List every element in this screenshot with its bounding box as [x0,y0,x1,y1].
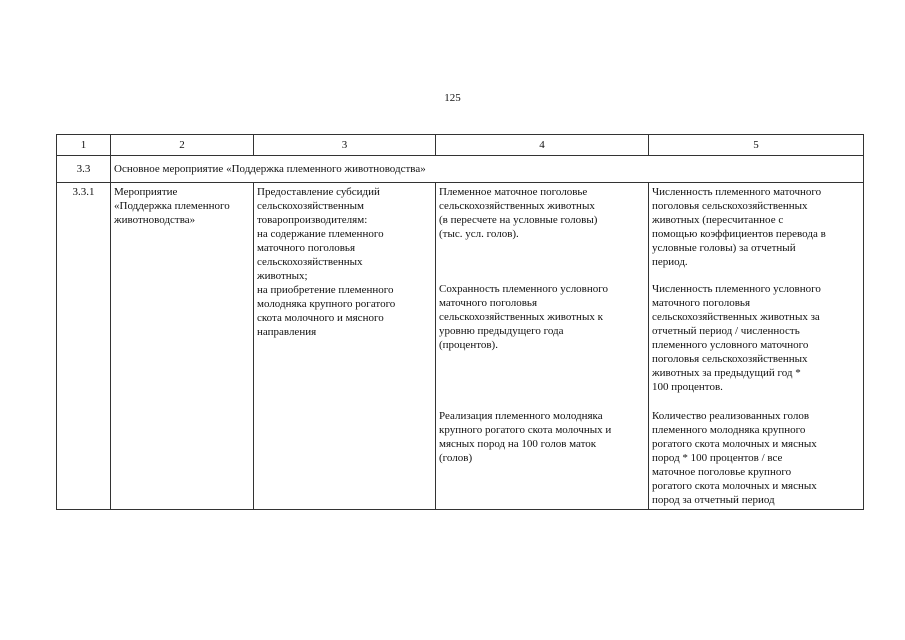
table-row [57,183,864,510]
header-cell-4: 4 [436,135,649,156]
subsidy-purpose: Предоставление субсидий сельскохозяйственным товаропроизводителям: на содержание племенного маточного поголовья сельскохозяйственных животных; на приобретение племенного молодняка крупного рогатого скота молочного и мясного направления [257,186,396,338]
event-name: Мероприятие «Поддержка племенного животноводства» [114,186,230,226]
header-cell-1: 1 [57,135,111,156]
header-cell-2: 2 [111,135,254,156]
program-table [56,134,864,510]
page-number: 125 [444,92,461,104]
indicator-1: Племенное маточное поголовье сельскохозяйственных животных (в пересчете на условные головы) (тыс. усл. голов). [439,186,598,240]
row-number: 3.3.1 [57,183,111,510]
section-row [57,156,864,183]
indicator-3: Реализация племенного молодняка крупного рогатого скота молочных и мясных пород на 100 голов маток (голов) [439,410,612,464]
section-title: Основное мероприятие «Поддержка племенного животноводства» [111,156,864,183]
header-row [57,135,864,156]
method-1: Численность племенного маточного поголовья сельскохозяйственных животных (пересчитанное с помощью коэффициентов перевода в условные головы) за отчетный период. [652,186,826,268]
indicator-2: Сохранность племенного условного маточного поголовья сельскохозяйственных животных к уровню предыдущего года (процентов). [439,283,609,351]
section-number: 3.3 [57,156,111,183]
header-cell-5: 5 [649,135,864,156]
method-3: Количество реализованных голов племенного молодняка крупного рогатого скота молочных и мясных пород * 100 процентов / все маточное поголовье крупного рогатого скота молочных и мясных пород за отчетный период [652,410,817,506]
header-cell-3: 3 [254,135,436,156]
method-2: Численность племенного условного маточного поголовья сельскохозяйственных животных за отчетный период / численность племенного условного маточного поголовья сельскохозяйственных животных за предыдущий год * 100 процентов. [652,283,821,393]
